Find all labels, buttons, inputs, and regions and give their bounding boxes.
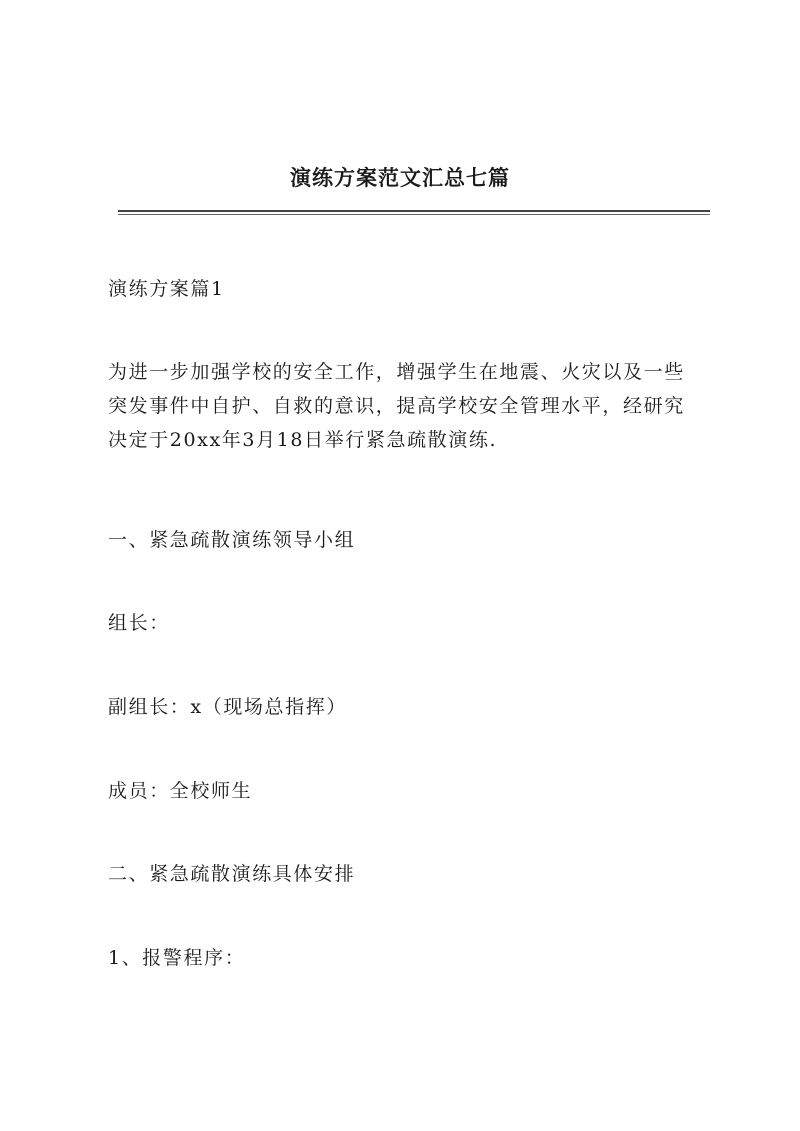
section-heading: 演练方案篇1 xyxy=(108,278,225,300)
members-line: 成员：全校师生 xyxy=(108,780,253,802)
alarm-procedure-heading: 1、报警程序： xyxy=(108,947,246,969)
part1-heading: 一、紧急疏散演练领导小组 xyxy=(108,529,356,551)
leader-line: 组长： xyxy=(108,612,170,634)
intro-paragraph xyxy=(108,355,708,457)
intro-line-2: 突发事件中自护、自救的意识，提高学校安全管理水平，经研究 xyxy=(108,395,685,417)
part2-heading: 二、紧急疏散演练具体安排 xyxy=(108,863,356,885)
deputy-leader-line: 副组长：x（现场总指挥） xyxy=(108,696,347,718)
intro-line-1: 为进一步加强学校的安全工作，增强学生在地震、火灾以及一些 xyxy=(108,361,685,383)
document-title: 演练方案范文汇总七篇 xyxy=(290,165,510,190)
intro-line-3: 决定于20xx年3月18日举行紧急疏散演练. xyxy=(108,429,498,451)
title-divider xyxy=(118,210,710,212)
title-divider-thin xyxy=(118,214,710,215)
